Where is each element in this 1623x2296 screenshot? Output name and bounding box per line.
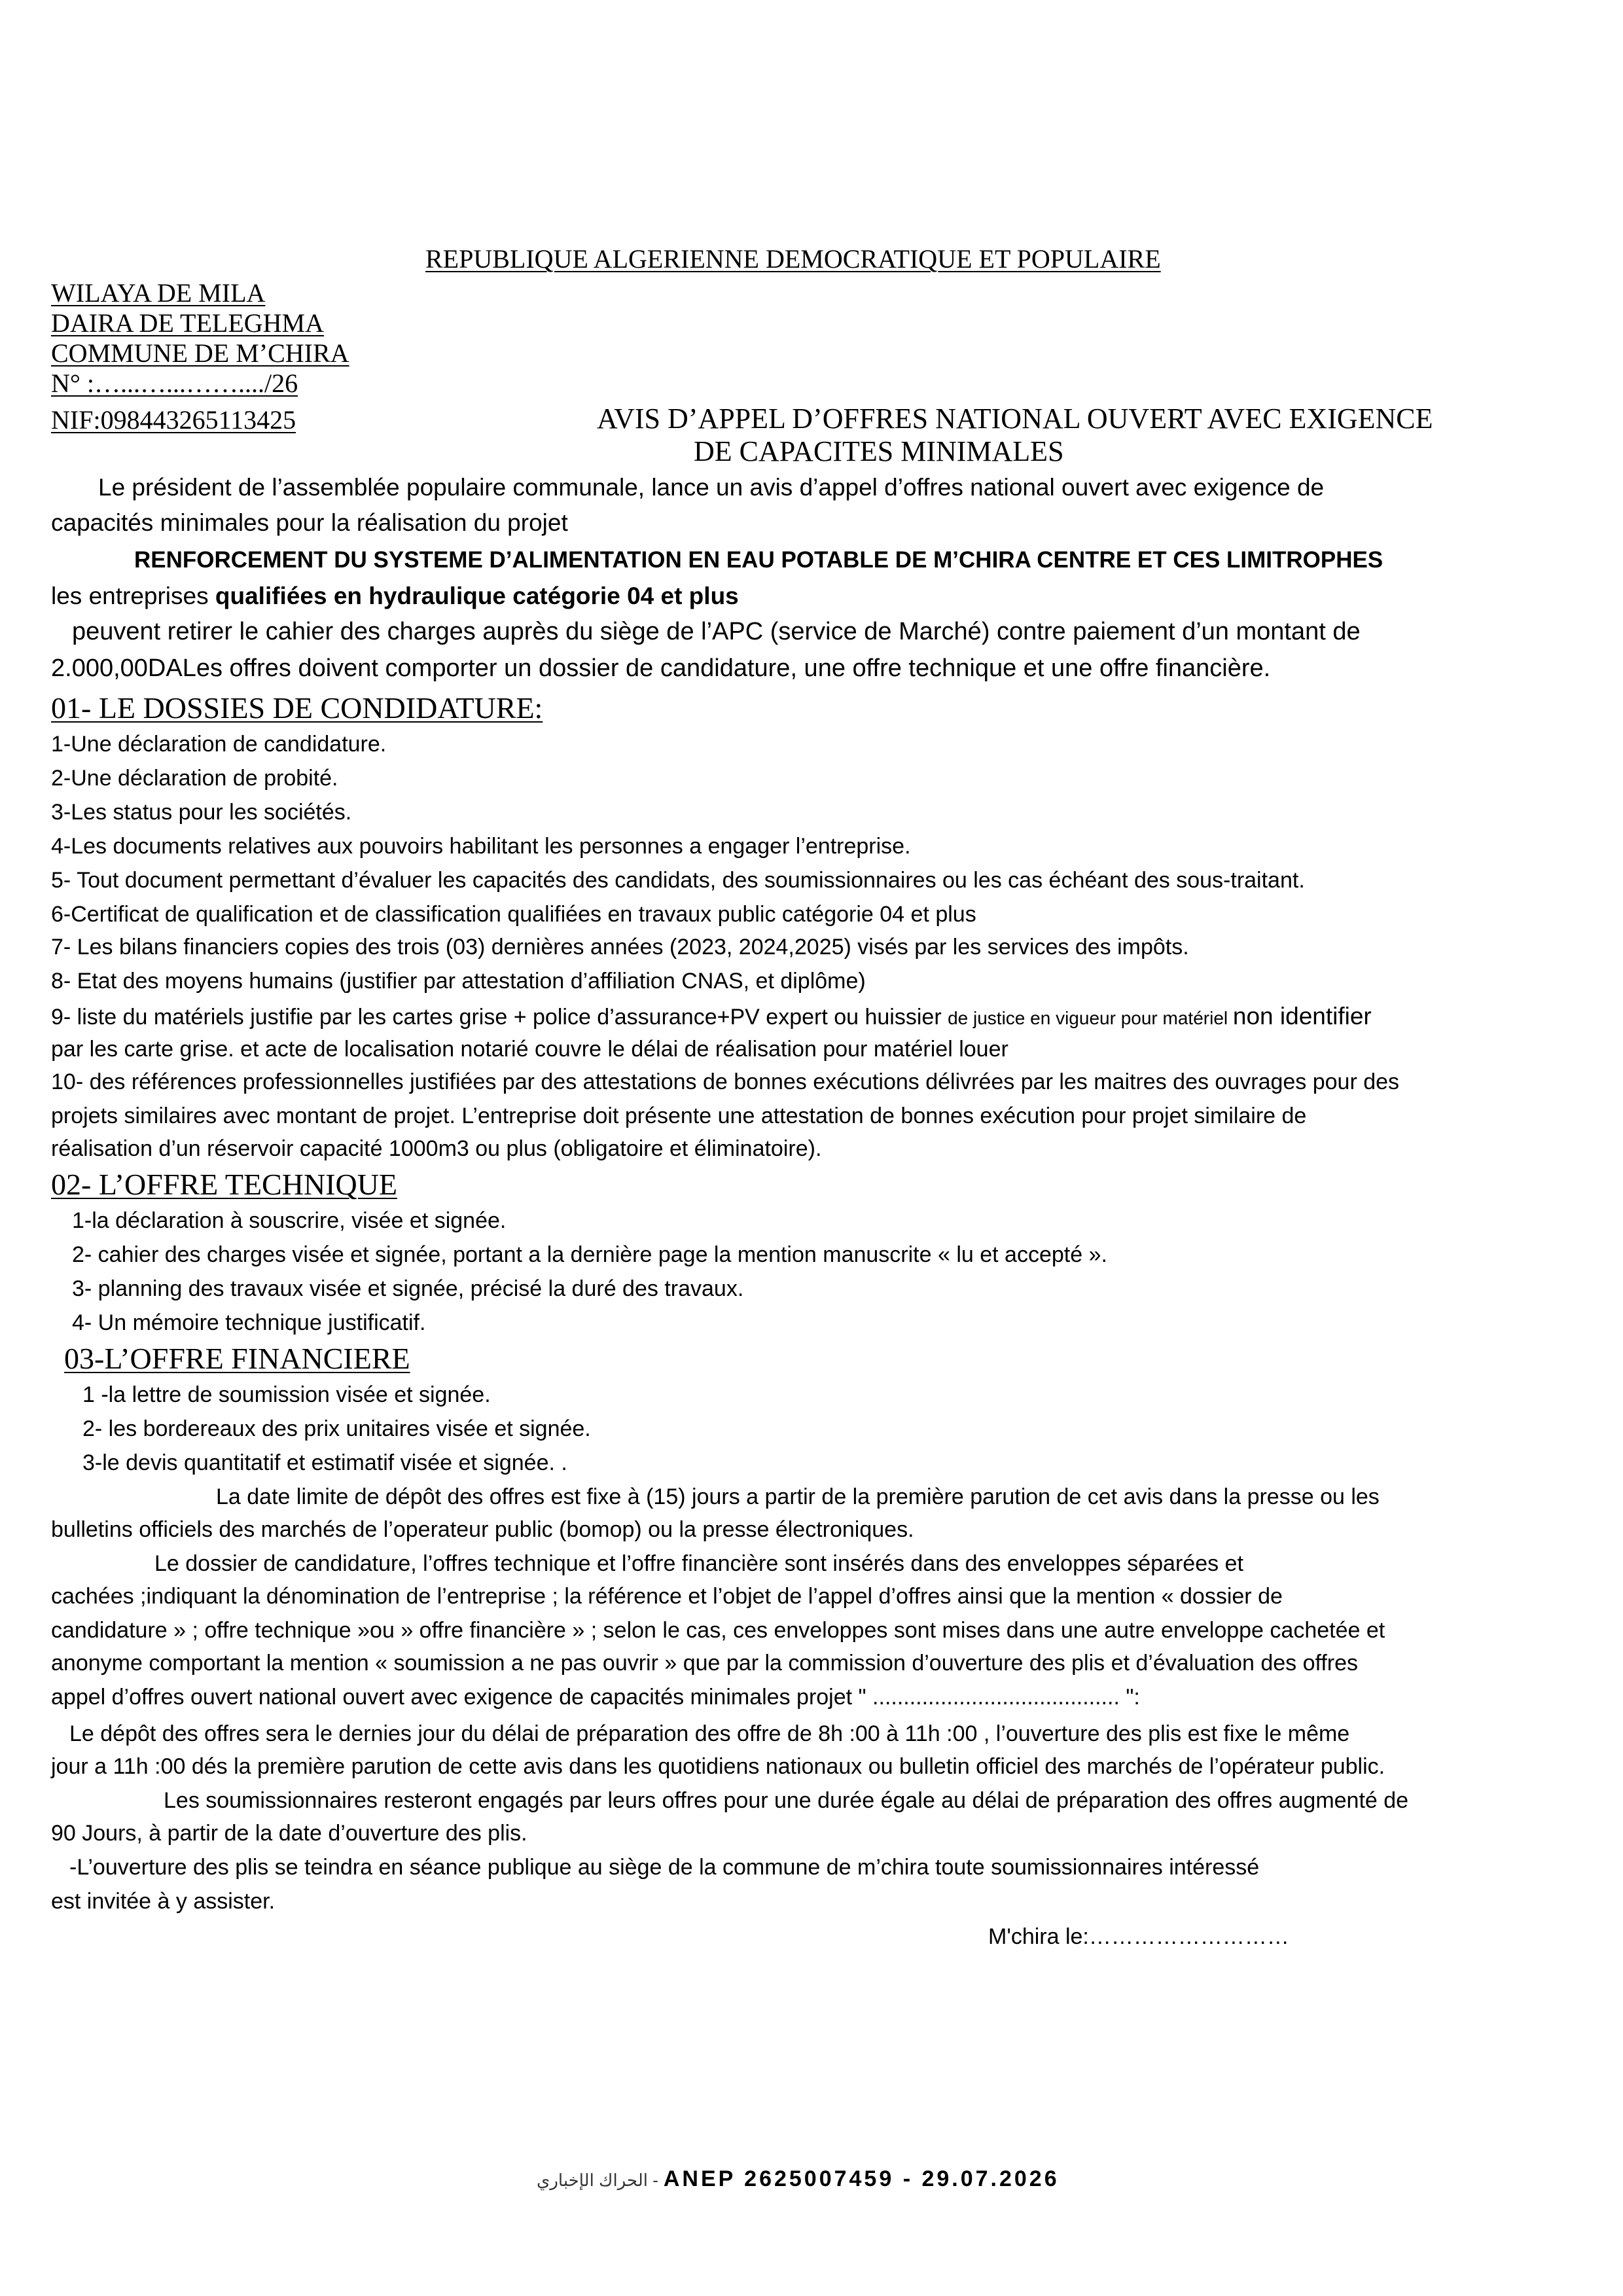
retrieve-line-1: peuvent retirer le cahier des charges auprès du siège de l’APC (service de Marché) contre paiement d’un montant de: [72, 618, 1361, 645]
section1-item-1: 1-Une déclaration de candidature.: [51, 732, 387, 757]
section1-item-7: 7- Les bilans financiers copies des trois (03) dernières années (2023, 2024,2025) visés par les services des impôts.: [51, 935, 1189, 960]
section3-title: 03-L’OFFRE FINANCIERE: [64, 1342, 410, 1375]
opening-line-2: est invitée à y assister.: [51, 1889, 276, 1914]
qualification-line: [51, 583, 739, 610]
footer: [537, 2166, 1060, 2192]
opening-line-1: -L’ouverture des plis se teindra en séance publique au siège de la commune de m’chira toute soumissionnaires intéressé: [69, 1855, 1260, 1880]
envelope-line-2: cachées ;indiquant la dénomination de l’entreprise ; la référence et l’objet de l’appel d’offres ainsi que la mention « dossier de: [51, 1584, 1283, 1609]
section2-title: 02- L’OFFRE TECHNIQUE: [51, 1168, 398, 1201]
nif-number: NIF:098443265113425: [51, 405, 296, 435]
section1-item-9-cont: par les carte grise. et acte de localisation notarié couvre le délai de réalisation pour matériel louer: [51, 1037, 1008, 1062]
footer-anep: ANEP 2625007459 - 29.07.2026: [663, 2166, 1060, 2191]
envelope-line-1: Le dossier de candidature, l’offres technique et l’offre financière sont insérés dans des enveloppes séparées et: [154, 1551, 1243, 1576]
deposit-line-2: jour a 11h :00 dés la première parution de cette avis dans les quotidiens nationaux ou bulletin officiel des marchés de l’opérateur public.: [51, 1754, 1385, 1779]
section1-item-2: 2-Une déclaration de probité.: [51, 766, 338, 791]
reference-number: N° :…...…...……..../26: [51, 368, 298, 398]
section2-item-2: 2- cahier des charges visée et signée, portant a la dernière page la mention manuscrite « lu et accepté ».: [72, 1242, 1107, 1267]
section2-item-4: 4- Un mémoire technique justificatif.: [72, 1310, 426, 1335]
section2-item-3: 3- planning des travaux visée et signée, précisé la duré des travaux.: [72, 1276, 744, 1301]
wilaya-label: WILAYA DE MILA: [51, 278, 266, 308]
deadline-line-1: La date limite de dépôt des offres est fixe à (15) jours a partir de la première parution de cet avis dans la presse ou les: [216, 1484, 1380, 1509]
signature-date: M'chira le:………………………: [988, 1924, 1289, 1949]
section1-item-10-line1: 10- des références professionnelles justifiées par des attestations de bonnes exécutions délivrées par les maitres des ouvrages pour des: [51, 1069, 1400, 1094]
section1-item-6: 6-Certificat de qualification et de classification qualifiées en travaux public catégorie 04 et plus: [51, 902, 976, 927]
deadline-line-2: bulletins officiels des marchés de l’operateur public (bomop) ou la presse électroniques.: [51, 1517, 914, 1542]
commune-label: COMMUNE DE M’CHIRA: [51, 338, 349, 368]
envelope-line-3: candidature » ; offre technique »ou » offre financière » ; selon le cas, ces enveloppes sont mises dans une autre enveloppe cachetée et: [51, 1618, 1385, 1643]
section1-item-5: 5- Tout document permettant d’évaluer les capacités des candidats, des soumissionnaires ou les cas échéant des sous-traitant.: [51, 868, 1305, 893]
section1-title: 01- LE DOSSIES DE CONDIDATURE:: [51, 691, 543, 725]
section3-item-3: 3-le devis quantitatif et estimatif visée et signée. .: [82, 1450, 567, 1475]
notice-title-line2: DE CAPACITES MINIMALES: [694, 435, 1064, 467]
section1-item-9: [51, 1003, 1372, 1030]
intro-line-2: capacités minimales pour la réalisation du projet: [51, 509, 568, 536]
section1-item-8: 8- Etat des moyens humains (justifier par attestation d’affiliation CNAS, et diplôme): [51, 969, 866, 994]
footer-arabic: الحراك الإخباري -: [537, 2170, 658, 2190]
republic-title: REPUBLIQUE ALGERIENNE DEMOCRATIQUE ET POPULAIRE: [425, 244, 1161, 274]
section1-item-10-line3: réalisation d’un réservoir capacité 1000m3 ou plus (obligatoire et éliminatoire).: [51, 1136, 822, 1161]
engagement-line-1: Les soumissionnaires resteront engagés par leurs offres pour une durée égale au délai de préparation des offres augmenté de: [164, 1788, 1409, 1813]
section2-item-1: 1-la déclaration à souscrire, visée et signée.: [72, 1208, 507, 1233]
qualification-prefix: les entreprises: [51, 583, 215, 609]
intro-line-1: Le président de l’assemblée populaire communale, lance un avis d’appel d’offres national ouvert avec exigence de: [98, 474, 1325, 501]
section3-item-1: 1 -la lettre de soumission visée et signée.: [82, 1382, 491, 1407]
section1-item-4: 4-Les documents relatives aux pouvoirs habilitant les personnes a engager l’entreprise.: [51, 834, 911, 859]
section1-item-3: 3-Les status pour les sociétés.: [51, 800, 352, 825]
engagement-line-2: 90 Jours, à partir de la date d’ouverture des plis.: [51, 1821, 527, 1846]
notice-title-line1: AVIS D’APPEL D’OFFRES NATIONAL OUVERT AVEC EXIGENCE: [597, 403, 1433, 435]
item9-small: de justice en vigueur pour matériel: [948, 1008, 1233, 1028]
retrieve-line-2: 2.000,00DALes offres doivent comporter un dossier de candidature, une offre technique et une offre financière.: [51, 655, 1271, 682]
qualification-bold: qualifiées en hydraulique catégorie 04 et plus: [215, 583, 739, 609]
section3-item-2: 2- les bordereaux des prix unitaires visée et signée.: [82, 1416, 591, 1441]
deposit-line-1: Le dépôt des offres sera le dernies jour du délai de préparation des offre de 8h :00 à 11h :00 , l’ouverture des plis est fixe le même: [69, 1721, 1350, 1746]
item9-part-b: non identifier: [1232, 1003, 1372, 1030]
envelope-line-4: anonyme comportant la mention « soumission a ne pas ouvrir » que par la commission d’ouverture des plis et d’évaluation des offres: [51, 1651, 1359, 1676]
daira-label: DAIRA DE TELEGHMA: [51, 308, 325, 338]
section1-item-10-line2: projets similaires avec montant de projet. L’entreprise doit présente une attestation de bonnes exécution pour projet similaire de: [51, 1103, 1307, 1128]
envelope-line-5: appel d’offres ouvert national ouvert avec exigence de capacités minimales projet " ........................................ ":: [51, 1685, 1140, 1710]
item9-part-a: 9- liste du matériels justifie par les cartes grise + police d’assurance+PV expert ou huissier: [51, 1005, 948, 1030]
project-title: RENFORCEMENT DU SYSTEME D’ALIMENTATION EN EAU POTABLE DE M’CHIRA CENTRE ET CES LIMITROPHES: [134, 547, 1383, 573]
